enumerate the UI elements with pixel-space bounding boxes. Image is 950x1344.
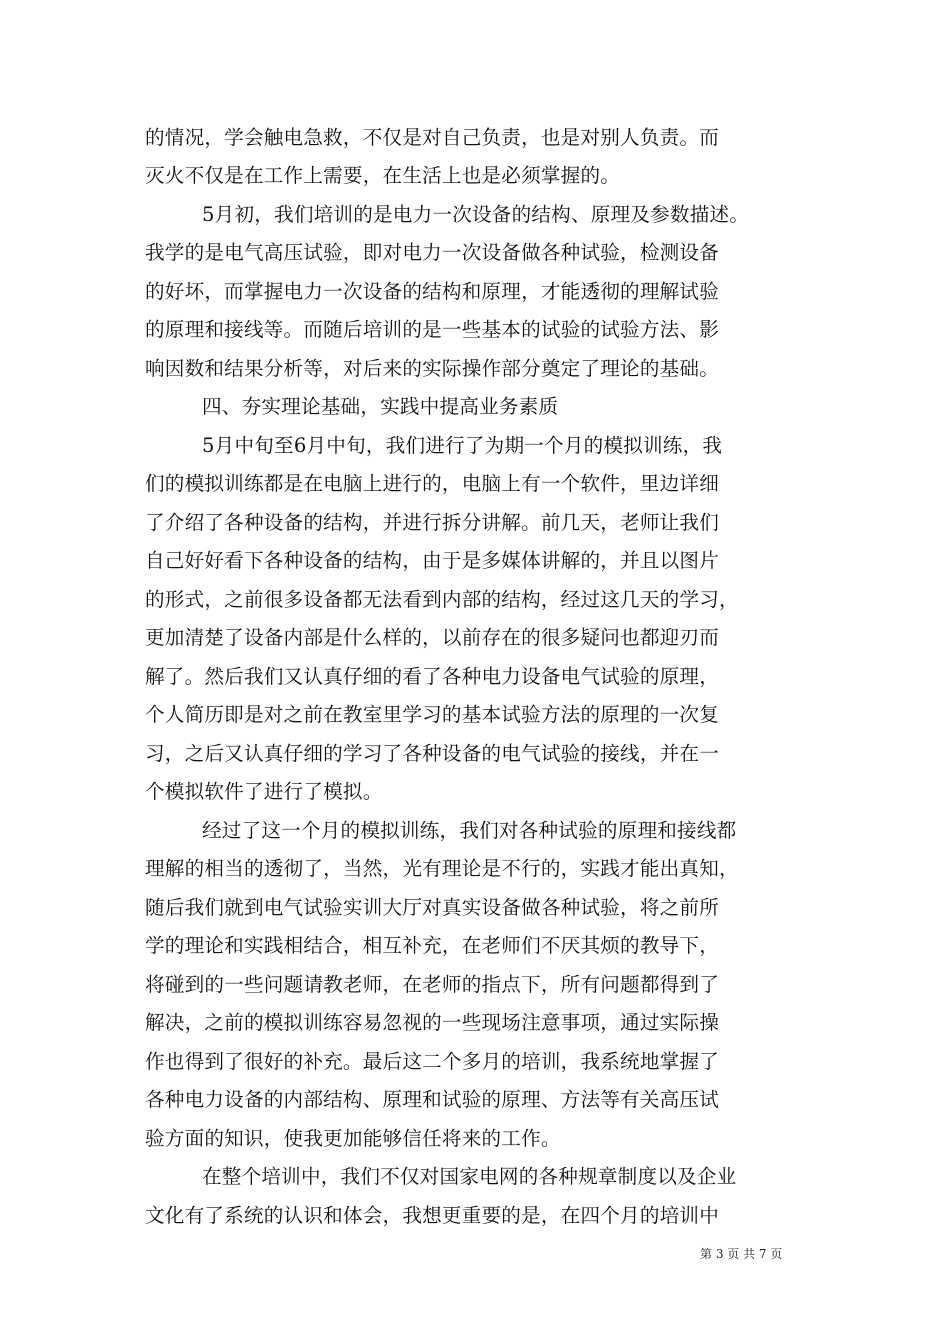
text-line: 5月初，我们培训的是电力一次设备的结构、原理及参数描述。 — [202, 203, 750, 226]
text-line: 解决，之前的模拟训练容易忽视的一些现场注意事项，通过实际操 — [145, 1011, 720, 1034]
text-line: 我学的是电气高压试验，即对电力一次设备做各种试验，检测设备 — [145, 241, 720, 264]
text-line: 学的理论和实践相结合，相互补充，在老师们不厌其烦的教导下， — [145, 934, 720, 957]
text-line: 随后我们就到电气试验实训大厅对真实设备做各种试验，将之前所 — [145, 896, 720, 919]
page-number-footer: 第 3 页 共 7 页 — [700, 1247, 783, 1261]
text-line: 理解的相当的透彻了，当然，光有理论是不行的，实践才能出真知， — [145, 857, 739, 880]
text-line: 们的模拟训练都是在电脑上进行的，电脑上有一个软件，里边详细 — [145, 472, 720, 495]
text-line: 5月中旬至6月中旬，我们进行了为期一个月的模拟训练，我 — [202, 434, 723, 457]
text-line: 解了。然后我们又认真仔细的看了各种电力设备电气试验的原理， — [145, 665, 720, 688]
text-line: 将碰到的一些问题请教老师，在老师的指点下，所有问题都得到了 — [145, 973, 720, 996]
text-line: 在整个培训中，我们不仅对国家电网的各种规章制度以及企业 — [202, 1165, 737, 1188]
text-line: 验方面的知识，使我更加能够信任将来的工作。 — [145, 1127, 561, 1150]
text-line: 经过了这一个月的模拟训练，我们对各种试验的原理和接线都 — [202, 819, 737, 842]
text-line: 个模拟软件了进行了模拟。 — [145, 780, 383, 803]
text-line: 文化有了系统的认识和体会，我想更重要的是，在四个月的培训中 — [145, 1204, 720, 1227]
section-heading: 四、夯实理论基础，实践中提高业务素质 — [202, 395, 559, 418]
text-line: 灭火不仅是在工作上需要，在生活上也是必须掌握的。 — [145, 164, 621, 187]
text-line: 更加清楚了设备内部是什么样的，以前存在的很多疑问也都迎刃而 — [145, 626, 720, 649]
text-line: 习，之后又认真仔细的学习了各种设备的电气试验的接线，并在一 — [145, 742, 720, 765]
text-line: 的原理和接线等。而随后培训的是一些基本的试验的试验方法、影 — [145, 318, 720, 341]
text-line: 响因数和结果分析等，对后来的实际操作部分奠定了理论的基础。 — [145, 357, 720, 380]
text-line: 作也得到了很好的补充。最后这二个多月的培训，我系统地掌握了 — [145, 1050, 720, 1073]
text-line: 个人简历即是对之前在教室里学习的基本试验方法的原理的一次复 — [145, 703, 720, 726]
text-line: 的形式，之前很多设备都无法看到内部的结构，经过这几天的学习， — [145, 588, 739, 611]
text-line: 各种电力设备的内部结构、原理和试验的原理、方法等有关高压试 — [145, 1088, 720, 1111]
text-line: 自己好好看下各种设备的结构，由于是多媒体讲解的，并且以图片 — [145, 549, 720, 572]
text-line: 了介绍了各种设备的结构，并进行拆分讲解。前几天，老师让我们 — [145, 511, 720, 534]
text-line: 的好坏，而掌握电力一次设备的结构和原理，才能透彻的理解试验 — [145, 280, 720, 303]
text-line: 的情况，学会触电急救，不仅是对自己负责，也是对别人负责。而 — [145, 126, 720, 149]
